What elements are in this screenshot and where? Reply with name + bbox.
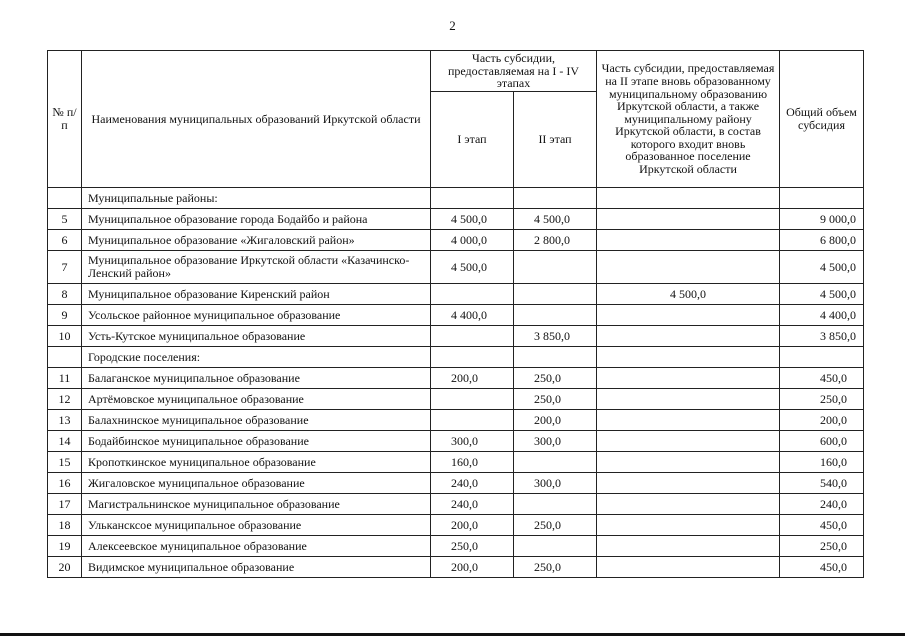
row-number: 16	[48, 473, 82, 494]
row-number: 13	[48, 410, 82, 431]
row-stage2: 200,0	[514, 410, 597, 431]
row-total: 4 500,0	[780, 251, 864, 284]
row-total: 6 800,0	[780, 230, 864, 251]
section-empty-cell	[780, 347, 864, 368]
table-row	[48, 473, 864, 494]
row-stage2-new	[597, 389, 780, 410]
row-number: 6	[48, 230, 82, 251]
row-total: 250,0	[780, 389, 864, 410]
table-row	[48, 494, 864, 515]
row-name: Балахнинское муниципальное образование	[82, 410, 431, 431]
row-stage2-new: 4 500,0	[597, 284, 780, 305]
row-stage1: 4 500,0	[431, 209, 514, 230]
row-total: 600,0	[780, 431, 864, 452]
row-stage2-new	[597, 536, 780, 557]
header-stage2: II этап	[514, 92, 597, 188]
section-empty-cell	[597, 188, 780, 209]
row-stage2	[514, 536, 597, 557]
row-number: 10	[48, 326, 82, 347]
header-num: № п/п	[48, 51, 82, 188]
row-stage2-new	[597, 251, 780, 284]
section-row-cities	[48, 347, 864, 368]
table-row	[48, 389, 864, 410]
row-stage1: 300,0	[431, 431, 514, 452]
row-stage2-new	[597, 431, 780, 452]
row-name: Видимское муниципальное образование	[82, 557, 431, 578]
scan-border	[0, 633, 905, 636]
table-row	[48, 305, 864, 326]
row-stage1: 160,0	[431, 452, 514, 473]
row-total: 160,0	[780, 452, 864, 473]
row-stage2: 250,0	[514, 368, 597, 389]
table-row	[48, 230, 864, 251]
row-stage2: 300,0	[514, 473, 597, 494]
header-row-1	[48, 51, 864, 92]
section-num-cell	[48, 347, 82, 368]
table-row	[48, 452, 864, 473]
row-total: 540,0	[780, 473, 864, 494]
row-number: 5	[48, 209, 82, 230]
row-stage1	[431, 389, 514, 410]
row-number: 12	[48, 389, 82, 410]
table-row	[48, 431, 864, 452]
row-name: Муниципальное образование Киренский район	[82, 284, 431, 305]
row-stage2: 2 800,0	[514, 230, 597, 251]
row-name: Муниципальное образование «Жигаловский район»	[82, 230, 431, 251]
row-stage2-new	[597, 515, 780, 536]
row-name: Балаганское муниципальное образование	[82, 368, 431, 389]
row-name: Улькансксое муниципальное образование	[82, 515, 431, 536]
row-stage1: 4 500,0	[431, 251, 514, 284]
section-empty-cell	[431, 347, 514, 368]
row-number: 14	[48, 431, 82, 452]
row-number: 9	[48, 305, 82, 326]
row-stage1: 250,0	[431, 536, 514, 557]
row-number: 17	[48, 494, 82, 515]
table-row	[48, 251, 864, 284]
row-name: Магистральнинское муниципальное образование	[82, 494, 431, 515]
table-row	[48, 326, 864, 347]
row-stage2-new	[597, 209, 780, 230]
row-total: 4 500,0	[780, 284, 864, 305]
row-stage1: 200,0	[431, 368, 514, 389]
header-total: Общий объем субсидия	[780, 51, 864, 188]
row-number: 18	[48, 515, 82, 536]
row-name: Алексеевское муниципальное образование	[82, 536, 431, 557]
row-stage2-new	[597, 305, 780, 326]
row-stage1: 240,0	[431, 494, 514, 515]
row-stage2: 3 850,0	[514, 326, 597, 347]
row-stage2	[514, 284, 597, 305]
row-stage2-new	[597, 494, 780, 515]
row-total: 450,0	[780, 368, 864, 389]
row-total: 4 400,0	[780, 305, 864, 326]
row-stage2: 4 500,0	[514, 209, 597, 230]
table-row	[48, 557, 864, 578]
row-stage2	[514, 305, 597, 326]
row-stage2: 250,0	[514, 389, 597, 410]
table-row	[48, 410, 864, 431]
row-stage1	[431, 326, 514, 347]
section-empty-cell	[780, 188, 864, 209]
row-stage2-new	[597, 452, 780, 473]
page-number: 2	[449, 18, 456, 33]
row-total: 3 850,0	[780, 326, 864, 347]
row-name: Усольское районное муниципальное образование	[82, 305, 431, 326]
row-total: 450,0	[780, 557, 864, 578]
row-stage2-new	[597, 410, 780, 431]
row-total: 9 000,0	[780, 209, 864, 230]
row-total: 250,0	[780, 536, 864, 557]
header-name: Наименования муниципальных образований Иркутской области	[82, 51, 431, 188]
table-row	[48, 536, 864, 557]
section-empty-cell	[514, 188, 597, 209]
row-stage2-new	[597, 230, 780, 251]
row-stage2-new	[597, 326, 780, 347]
row-number: 11	[48, 368, 82, 389]
table-row	[48, 284, 864, 305]
row-stage2: 250,0	[514, 515, 597, 536]
row-name: Кропоткинское муниципальное образование	[82, 452, 431, 473]
row-number: 7	[48, 251, 82, 284]
row-total: 240,0	[780, 494, 864, 515]
row-stage1: 240,0	[431, 473, 514, 494]
row-stage2-new	[597, 473, 780, 494]
row-number: 15	[48, 452, 82, 473]
row-stage2: 300,0	[514, 431, 597, 452]
row-stage2	[514, 251, 597, 284]
row-number: 8	[48, 284, 82, 305]
row-stage1: 4 000,0	[431, 230, 514, 251]
row-stage2-new	[597, 368, 780, 389]
row-number: 20	[48, 557, 82, 578]
row-stage1	[431, 410, 514, 431]
row-total: 200,0	[780, 410, 864, 431]
table-row	[48, 209, 864, 230]
row-stage1: 4 400,0	[431, 305, 514, 326]
row-stage2	[514, 452, 597, 473]
header-part-new: Часть субсидии, предоставляемая на II этапе вновь образованному муниципальному образованию Иркутской области, а также муниципальному району Иркутской области, в состав которого входит вновь образованное поселение Иркутской области	[597, 51, 780, 188]
table-body	[48, 188, 864, 578]
row-total: 450,0	[780, 515, 864, 536]
row-name: Жигаловское муниципальное образование	[82, 473, 431, 494]
row-stage2-new	[597, 557, 780, 578]
section-empty-cell	[597, 347, 780, 368]
row-stage1	[431, 284, 514, 305]
section-title: Городские поселения:	[82, 347, 431, 368]
row-name: Муниципальное образование Иркутской области «Казачинско-Ленский район»	[82, 251, 431, 284]
row-name: Усть-Кутское муниципальное образование	[82, 326, 431, 347]
row-name: Бодайбинское муниципальное образование	[82, 431, 431, 452]
row-name: Муниципальное образование города Бодайбо и района	[82, 209, 431, 230]
row-stage2: 250,0	[514, 557, 597, 578]
subsidy-table	[47, 50, 864, 578]
section-num-cell	[48, 188, 82, 209]
section-title: Муниципальные районы:	[82, 188, 431, 209]
row-name: Артёмовское муниципальное образование	[82, 389, 431, 410]
section-empty-cell	[514, 347, 597, 368]
table-row	[48, 515, 864, 536]
header-part-stages: Часть субсидии, предоставляемая на I - IV этапах	[431, 51, 597, 92]
table-row	[48, 368, 864, 389]
section-row-districts	[48, 188, 864, 209]
row-number: 19	[48, 536, 82, 557]
header-stage1: I этап	[431, 92, 514, 188]
row-stage1: 200,0	[431, 515, 514, 536]
row-stage1: 200,0	[431, 557, 514, 578]
row-stage2	[514, 494, 597, 515]
section-empty-cell	[431, 188, 514, 209]
